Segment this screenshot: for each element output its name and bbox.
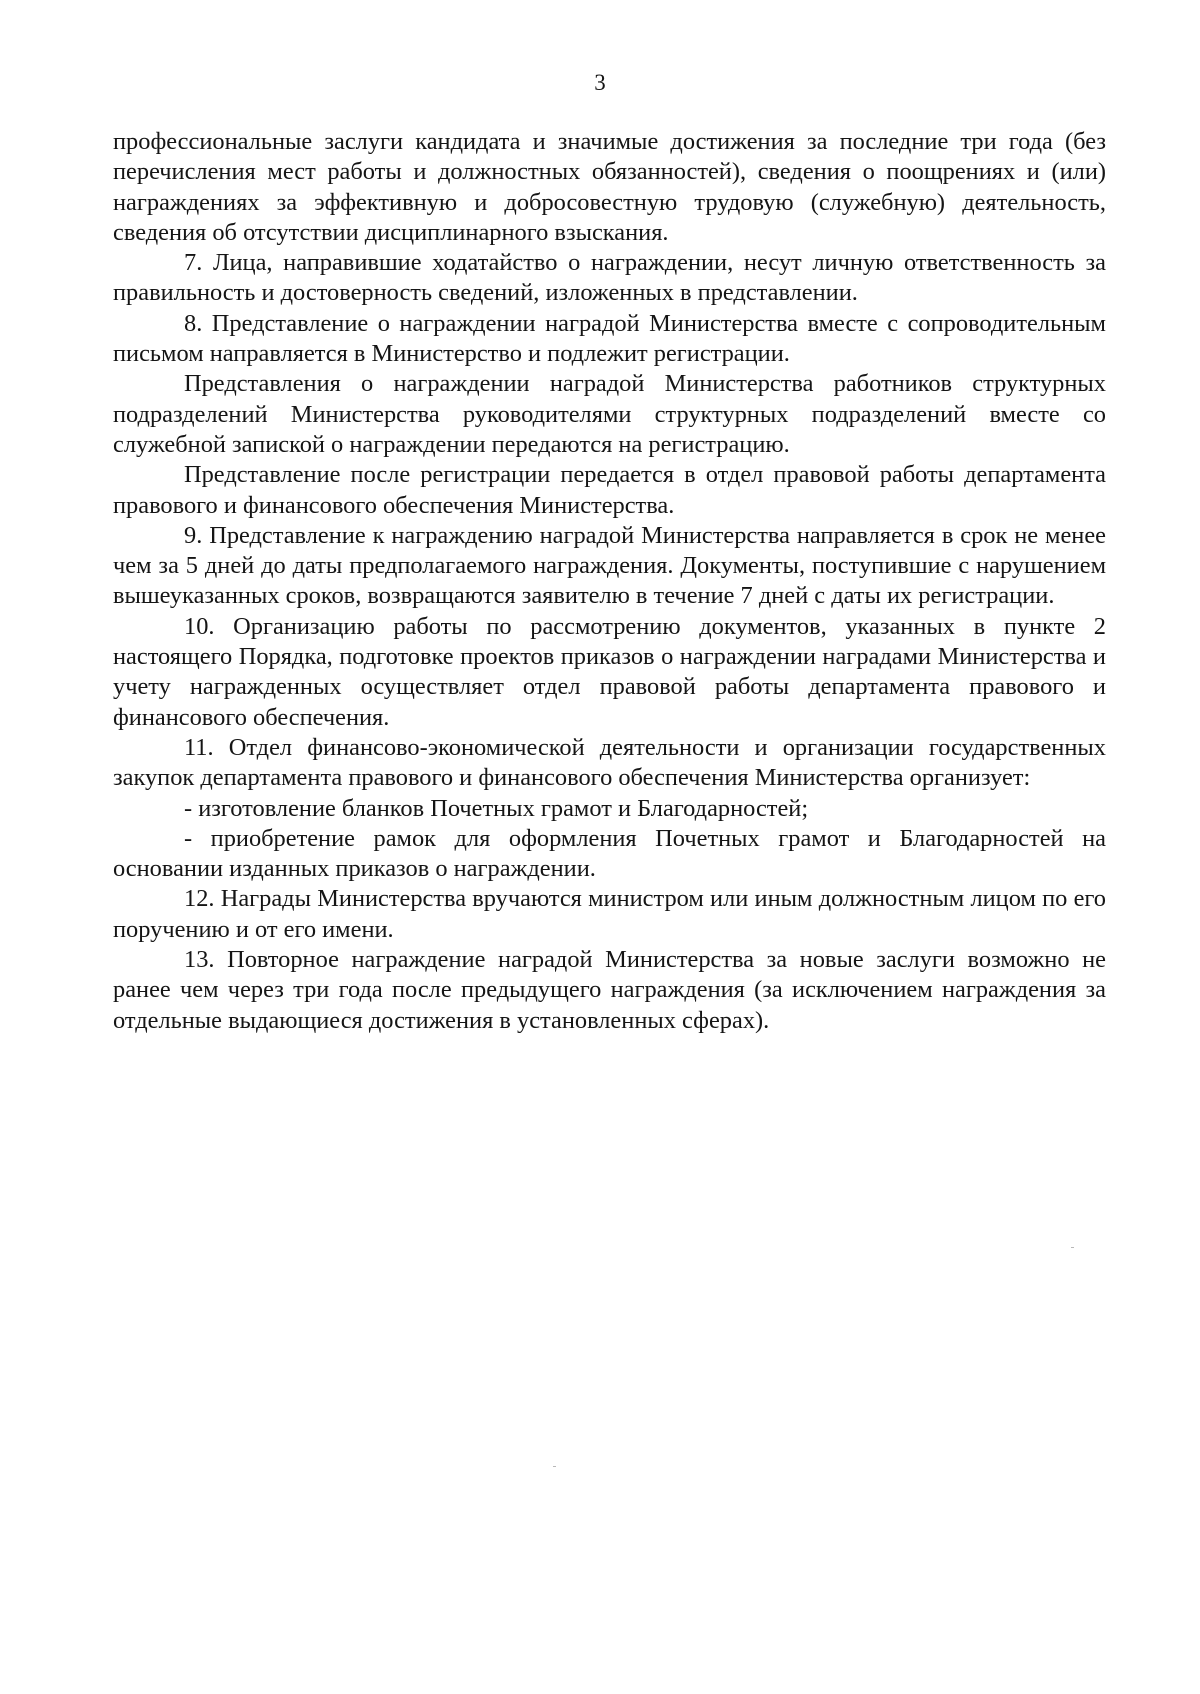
paragraph-item-8-registration: Представление после регистрации передается в отдел правовой работы департамента правового и финансового обеспечения Министерства. xyxy=(113,461,1106,519)
scan-speck xyxy=(1071,1247,1074,1248)
paragraph-item-8-submissions: Представления о награждении наградой Министерства работников структурных подразделений Министерства руководителями структурных подразделений вместе со служебной запиской о награждении передаются на регистрацию. xyxy=(113,370,1106,458)
scan-speck xyxy=(553,1466,556,1467)
paragraph-item-13: 13. Повторное награждение наградой Министерства за новые заслуги возможно не ранее чем через три года после предыдущего награждения (за исключением награждения за отдельные выдающиеся достижения в установленных сферах). xyxy=(113,946,1106,1034)
page-number: 3 xyxy=(594,70,606,95)
paragraph-item-10: 10. Организацию работы по рассмотрению документов, указанных в пункте 2 настоящего Порядка, подготовке проектов приказов о награждении наградами Министерства и учету награжденных осуществляет отдел правовой работы департамента правового и финансового обеспечения. xyxy=(113,612,1106,731)
paragraph-item-12: 12. Награды Министерства вручаются министром или иным должностным лицом по его поручению и от его имени. xyxy=(113,885,1106,943)
paragraph-item-9: 9. Представление к награждению наградой Министерства направляется в срок не менее чем за 5 дней до даты предполагаемого награждения. Документы, поступившие с нарушением вышеуказанных сроков, возвращаются заявителю в течение 7 дней с даты их регистрации. xyxy=(113,521,1106,610)
paragraph-item-8: 8. Представление о награждении наградой Министерства вместе с сопроводительным письмом направляется в Министерство и подлежит регистрации. xyxy=(113,309,1106,368)
paragraph-item-7: 7. Лица, направившие ходатайство о награждении, несут личную ответственность за правильность и достоверность сведений, изложенных в представлении. xyxy=(113,249,1106,307)
list-item-blanks: - изготовление бланков Почетных грамот и Благодарностей; xyxy=(184,794,809,822)
paragraph-continuation: профессиональные заслуги кандидата и значимые достижения за последние три года (без перечисления мест работы и должностных обязанностей), сведения о поощрениях и (или) награждениях за эффективную и добросовестную трудовую (служебную) деятельность, сведения об отсутствии дисциплинарного взыскания. xyxy=(113,128,1106,246)
list-item-frames: - приобретение рамок для оформления Почетных грамот и Благодарностей на основании изданных приказов о награждении. xyxy=(113,824,1106,883)
document-body xyxy=(113,127,1106,1036)
paragraph-item-11: 11. Отдел финансово-экономической деятельности и организации государственных закупок департамента правового и финансового обеспечения Министерства организует: xyxy=(113,733,1106,792)
